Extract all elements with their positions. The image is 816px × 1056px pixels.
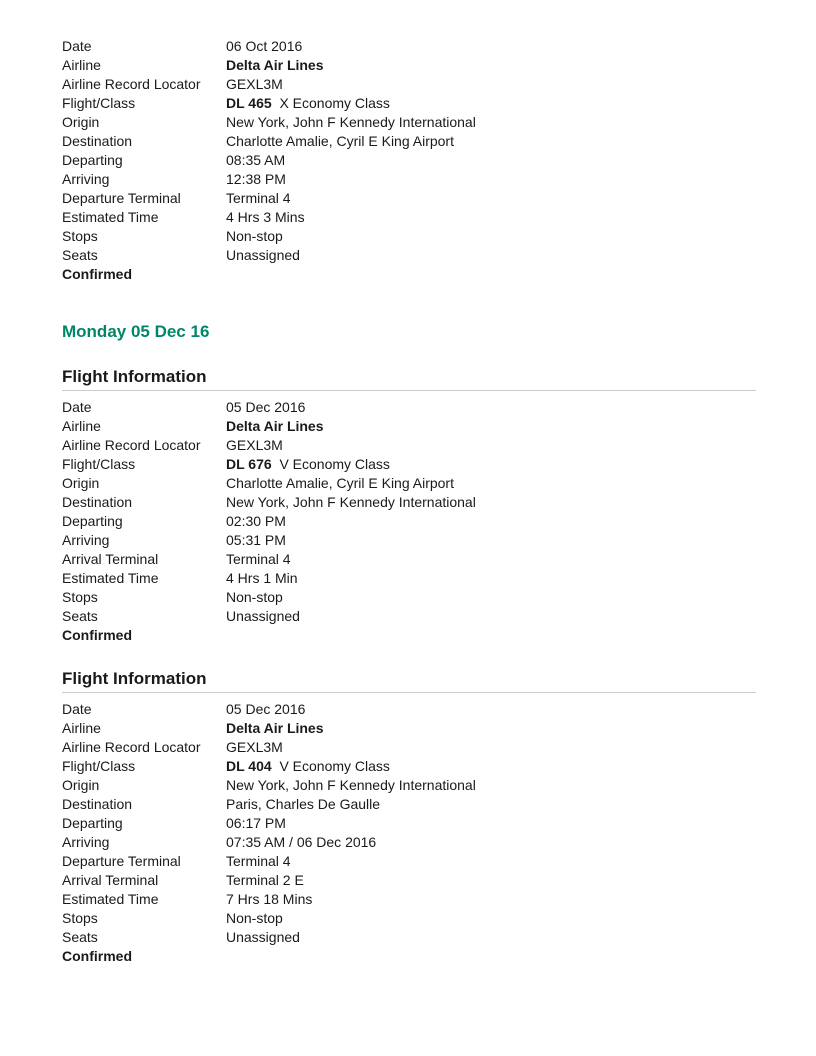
value-arrival-terminal: Terminal 4 [226, 551, 291, 567]
value-arrival-terminal: Terminal 2 E [226, 872, 304, 888]
value-departure-terminal: Terminal 4 [226, 853, 291, 869]
value-flight-class [226, 757, 390, 776]
value-departing: 08:35 AM [226, 152, 286, 168]
label-departing: Departing [62, 152, 123, 168]
label-arriving: Arriving [62, 171, 110, 187]
status-confirmed: Confirmed [62, 627, 132, 643]
value-departing: 02:30 PM [226, 513, 286, 529]
value-airline: Delta Air Lines [226, 418, 324, 434]
label-arriving: Arriving [62, 834, 110, 850]
value-origin: New York, John F Kennedy International [226, 114, 476, 130]
label-locator: Airline Record Locator [62, 437, 201, 453]
row-stops [62, 909, 756, 928]
label-date: Date [62, 38, 92, 54]
row-locator [62, 75, 756, 94]
value-destination: New York, John F Kennedy International [226, 494, 476, 510]
label-estimated-time: Estimated Time [62, 570, 159, 586]
status-confirmed: Confirmed [62, 948, 132, 964]
label-estimated-time: Estimated Time [62, 209, 159, 225]
row-seats [62, 607, 756, 626]
value-origin: Charlotte Amalie, Cyril E King Airport [226, 475, 454, 491]
label-departure-terminal: Departure Terminal [62, 190, 181, 206]
value-arriving: 05:31 PM [226, 532, 286, 548]
value-flight-class [226, 94, 390, 113]
row-airline [62, 719, 756, 738]
label-stops: Stops [62, 589, 98, 605]
label-destination: Destination [62, 796, 133, 812]
row-departure-terminal [62, 852, 756, 871]
label-departing: Departing [62, 815, 123, 831]
value-departure-terminal: Terminal 4 [226, 190, 291, 206]
flight-class: V Economy Class [279, 456, 390, 472]
label-airline: Airline [62, 720, 101, 736]
label-locator: Airline Record Locator [62, 739, 201, 755]
row-arriving [62, 170, 756, 189]
label-flight-class: Flight/Class [62, 758, 136, 774]
row-date [62, 398, 756, 417]
value-seats: Unassigned [226, 929, 300, 945]
flight-details-3 [62, 700, 756, 966]
row-locator [62, 436, 756, 455]
row-destination [62, 493, 756, 512]
row-date [62, 37, 756, 56]
flight-number: DL 465 [226, 95, 272, 111]
row-stops [62, 588, 756, 607]
value-origin: New York, John F Kennedy International [226, 777, 476, 793]
label-departing: Departing [62, 513, 123, 529]
value-seats: Unassigned [226, 608, 300, 624]
label-departure-terminal: Departure Terminal [62, 853, 181, 869]
label-origin: Origin [62, 475, 100, 491]
row-flight-class [62, 757, 756, 776]
row-departing [62, 512, 756, 531]
value-departing: 06:17 PM [226, 815, 286, 831]
label-airline: Airline [62, 418, 101, 434]
value-stops: Non-stop [226, 228, 283, 244]
row-flight-class [62, 94, 756, 113]
row-date [62, 700, 756, 719]
flight-details-1 [62, 37, 756, 284]
row-airline [62, 417, 756, 436]
value-locator: GEXL3M [226, 437, 283, 453]
value-flight-class [226, 455, 390, 474]
row-destination [62, 795, 756, 814]
label-origin: Origin [62, 777, 100, 793]
label-origin: Origin [62, 114, 100, 130]
flight-details-2 [62, 398, 756, 645]
value-seats: Unassigned [226, 247, 300, 263]
label-flight-class: Flight/Class [62, 456, 136, 472]
value-destination: Paris, Charles De Gaulle [226, 796, 381, 812]
value-arriving: 07:35 AM / 06 Dec 2016 [226, 834, 377, 850]
label-date: Date [62, 701, 92, 717]
value-date: 06 Oct 2016 [226, 38, 303, 54]
label-date: Date [62, 399, 92, 415]
value-estimated-time: 4 Hrs 3 Mins [226, 209, 305, 225]
flight-number: DL 404 [226, 758, 272, 774]
value-date: 05 Dec 2016 [226, 399, 306, 415]
row-arriving [62, 531, 756, 550]
row-arrival-terminal [62, 550, 756, 569]
section-title: Flight Information [62, 669, 756, 693]
row-seats [62, 246, 756, 265]
flight-class: X Economy Class [279, 95, 390, 111]
section-title: Flight Information [62, 367, 756, 391]
label-airline: Airline [62, 57, 101, 73]
label-seats: Seats [62, 247, 98, 263]
value-airline: Delta Air Lines [226, 57, 324, 73]
row-seats [62, 928, 756, 947]
row-estimated-time [62, 208, 756, 227]
row-arrival-terminal [62, 871, 756, 890]
value-estimated-time: 7 Hrs 18 Mins [226, 891, 313, 907]
flight-class: V Economy Class [279, 758, 390, 774]
status-confirmed: Confirmed [62, 266, 132, 282]
row-departing [62, 814, 756, 833]
row-departing [62, 151, 756, 170]
value-arriving: 12:38 PM [226, 171, 286, 187]
label-flight-class: Flight/Class [62, 95, 136, 111]
row-estimated-time [62, 890, 756, 909]
row-departure-terminal [62, 189, 756, 208]
label-stops: Stops [62, 228, 98, 244]
row-destination [62, 132, 756, 151]
row-estimated-time [62, 569, 756, 588]
label-destination: Destination [62, 494, 133, 510]
row-locator [62, 738, 756, 757]
value-destination: Charlotte Amalie, Cyril E King Airport [226, 133, 454, 149]
value-stops: Non-stop [226, 589, 283, 605]
row-arriving [62, 833, 756, 852]
row-stops [62, 227, 756, 246]
row-origin [62, 113, 756, 132]
row-flight-class [62, 455, 756, 474]
row-airline [62, 56, 756, 75]
value-locator: GEXL3M [226, 739, 283, 755]
label-arrival-terminal: Arrival Terminal [62, 551, 159, 567]
value-date: 05 Dec 2016 [226, 701, 306, 717]
label-estimated-time: Estimated Time [62, 891, 159, 907]
day-heading: Monday 05 Dec 16 [62, 322, 210, 341]
value-estimated-time: 4 Hrs 1 Min [226, 570, 298, 586]
row-origin [62, 474, 756, 493]
label-arriving: Arriving [62, 532, 110, 548]
label-locator: Airline Record Locator [62, 76, 201, 92]
row-origin [62, 776, 756, 795]
flight-number: DL 676 [226, 456, 272, 472]
label-arrival-terminal: Arrival Terminal [62, 872, 159, 888]
label-destination: Destination [62, 133, 133, 149]
label-stops: Stops [62, 910, 98, 926]
label-seats: Seats [62, 929, 98, 945]
value-stops: Non-stop [226, 910, 283, 926]
label-seats: Seats [62, 608, 98, 624]
value-locator: GEXL3M [226, 76, 283, 92]
value-airline: Delta Air Lines [226, 720, 324, 736]
